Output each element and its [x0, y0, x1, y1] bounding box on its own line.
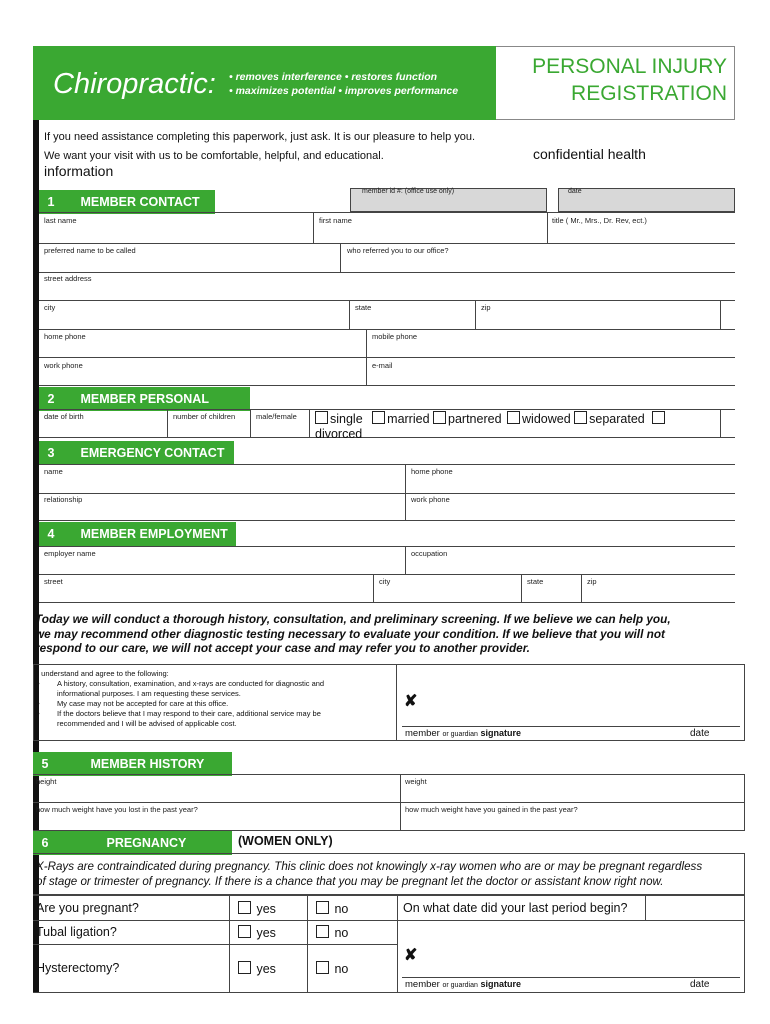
- tubal-no: [316, 925, 348, 940]
- section-6-header: [33, 831, 232, 855]
- date-label: date: [568, 188, 582, 195]
- last-period-question: On what date did your last period begin?: [403, 901, 628, 915]
- notice-line-2: we may recommend other diagnostic testing necessary to evaluate your condition. If we believe that you will not: [35, 626, 665, 641]
- weight-gained-field[interactable]: how much weight have you gained in the past year?: [405, 805, 578, 814]
- hysterectomy-yes-label: yes: [256, 962, 276, 976]
- zip-field[interactable]: zip: [481, 303, 491, 312]
- confidential-label: confidential health: [533, 146, 646, 162]
- pregnant-no: [316, 901, 348, 916]
- divorced-checkbox[interactable]: [652, 411, 665, 424]
- pregnant-yes-checkbox[interactable]: [238, 901, 251, 914]
- pregnancy-signature-caption: [405, 979, 521, 990]
- first-name-field[interactable]: first name: [319, 216, 352, 225]
- form-title-1: PERSONAL INJURY: [532, 55, 727, 78]
- hysterectomy-no-label: no: [334, 962, 349, 976]
- divorced-label: divorced: [315, 427, 363, 441]
- pregnancy-member-word: member: [405, 979, 440, 990]
- weight-lost-field[interactable]: how much weight have you lost in the past year?: [36, 805, 198, 814]
- home-phone-field[interactable]: home phone: [44, 332, 86, 341]
- work-phone-field[interactable]: work phone: [44, 361, 83, 370]
- hysterectomy-yes-checkbox[interactable]: [238, 961, 251, 974]
- tubal-no-checkbox[interactable]: [316, 925, 329, 938]
- pregnant-yes: [238, 901, 276, 916]
- section-1-grid: [39, 212, 735, 386]
- intro-line-1: If you need assistance completing this paperwork, just ask. It is our pleasure to help you.: [44, 131, 476, 143]
- notice-line-3: respond to our care, we will not accept your case and may refer you to another provider.: [35, 641, 530, 655]
- state-field[interactable]: state: [355, 303, 372, 312]
- section-1-header: [39, 190, 215, 214]
- pregnant-no-label: no: [334, 902, 349, 916]
- q-pregnant-label: Are you pregnant?: [36, 901, 139, 915]
- marital-status-options: [315, 411, 715, 442]
- separated-label: separated: [589, 412, 645, 426]
- or-guardian-word: or guardian: [442, 731, 478, 738]
- title-field[interactable]: title ( Mr., Mrs., Dr. Rev, ect.): [552, 216, 647, 225]
- emergency-name-field[interactable]: name: [44, 467, 63, 476]
- employer-state-field[interactable]: state: [527, 577, 544, 586]
- notice-text: [35, 612, 671, 656]
- single-label: single: [330, 412, 363, 426]
- signature-x-icon: ✘: [404, 693, 418, 710]
- section-1-title: MEMBER CONTACT: [80, 195, 200, 209]
- last-name-field[interactable]: last name: [44, 216, 77, 225]
- tubal-yes-checkbox[interactable]: [238, 925, 251, 938]
- notice-line-1: Today we will conduct a thorough history, consultation, and preliminary screening. If we believe we can help you,: [35, 612, 671, 626]
- emergency-work-phone-field[interactable]: work phone: [411, 495, 450, 504]
- q-tubal-label: Tubal ligation?: [36, 925, 117, 939]
- married-label: married: [387, 412, 430, 426]
- member-word: member: [405, 728, 440, 739]
- section-3-title: EMERGENCY CONTACT: [80, 446, 225, 460]
- section-2-header: [39, 387, 250, 411]
- agreement-bullet-1b: informational purposes. I am requesting these services.: [57, 689, 241, 698]
- header-bullets-2: • maximizes potential • improves performance: [229, 85, 459, 97]
- section-2-title: MEMBER PERSONAL: [80, 392, 209, 406]
- mobile-phone-field[interactable]: mobile phone: [372, 332, 418, 341]
- form-title-2: REGISTRATION: [571, 82, 727, 105]
- agreement-terms: I understand and agree to the following: • A history, consultation, examination, and x-rays are conducted for diagnostic and informational purposes. I am requesting these services. • My case may not be accepted for care at this office. • If the doctors believe that I may respond to their care, additional service may be recommended and I will be advised of applicable cost.: [37, 669, 392, 729]
- section-5-title: MEMBER HISTORY: [90, 757, 205, 771]
- section-1-number: 1: [47, 195, 55, 209]
- partnered-label: partnered: [448, 412, 502, 426]
- section-5-header: [33, 752, 232, 776]
- employer-street-field[interactable]: street: [44, 577, 63, 586]
- email-field[interactable]: e-mail: [372, 361, 393, 370]
- pregnant-no-checkbox[interactable]: [316, 901, 329, 914]
- separated-checkbox[interactable]: [574, 411, 587, 424]
- pregnancy-signature-word: signature: [480, 979, 522, 989]
- emergency-relationship-field[interactable]: relationship: [44, 495, 83, 504]
- section-6-title: PREGNANCY: [106, 836, 187, 850]
- sex-field[interactable]: male/female: [256, 412, 297, 421]
- section-6-number: 6: [41, 836, 49, 850]
- header-bullets-1: • removes interference • restores function: [229, 71, 438, 83]
- signature-caption: [405, 728, 521, 739]
- tubal-no-label: no: [334, 926, 349, 940]
- children-field[interactable]: number of children: [173, 412, 236, 421]
- pregnancy-warning-1: X-Rays are contraindicated during pregnancy. This clinic does not knowingly x-ray women who are or may be pregnant regardless: [36, 860, 703, 873]
- pregnancy-signature-line[interactable]: [402, 977, 740, 978]
- hysterectomy-yes: [238, 961, 276, 976]
- pregnancy-signature-x-icon: ✘: [404, 947, 418, 964]
- weight-field[interactable]: weight: [405, 777, 427, 786]
- information-label: information: [44, 163, 114, 179]
- employer-zip-field[interactable]: zip: [587, 577, 597, 586]
- street-address-field[interactable]: street address: [44, 274, 92, 283]
- pregnancy-or-guardian-word: or guardian: [442, 982, 478, 989]
- signature-date-label: date: [690, 728, 710, 739]
- agreement-bullet-1a: A history, consultation, examination, and x-rays are conducted for diagnostic and: [57, 679, 325, 688]
- section-4-title: MEMBER EMPLOYMENT: [80, 527, 228, 541]
- married-checkbox[interactable]: [372, 411, 385, 424]
- women-only-label: (WOMEN ONLY): [238, 834, 333, 848]
- section-5-number: 5: [41, 757, 49, 771]
- section-3-number: 3: [47, 446, 55, 460]
- hysterectomy-no-checkbox[interactable]: [316, 961, 329, 974]
- preferred-name-field[interactable]: preferred name to be called: [44, 246, 136, 255]
- partnered-checkbox[interactable]: [433, 411, 446, 424]
- section-4-number: 4: [47, 527, 55, 541]
- single-checkbox[interactable]: [315, 411, 328, 424]
- employer-city-field[interactable]: city: [379, 577, 391, 586]
- section-4-header: [39, 522, 236, 546]
- city-field[interactable]: city: [44, 303, 56, 312]
- last-period-answer[interactable]: [646, 896, 744, 919]
- brand-title: Chiropractic:: [53, 68, 216, 100]
- agreement-intro: I understand and agree to the following:: [37, 669, 169, 678]
- pregnancy-warning: [36, 860, 702, 889]
- pregnancy-warning-2: of stage or trimester of pregnancy. If there is a chance that you may be pregnant let the doctor or assistant know right now.: [36, 874, 664, 888]
- agreement-bullet-2: My case may not be accepted for care at this office.: [57, 699, 229, 708]
- employer-name-field[interactable]: employer name: [44, 549, 96, 558]
- widowed-label: widowed: [522, 412, 571, 426]
- emergency-home-phone-field[interactable]: home phone: [411, 467, 453, 476]
- occupation-field[interactable]: occupation: [411, 549, 448, 558]
- agreement-bullet-3a: If the doctors believe that I may respond to their care, additional service may be: [57, 709, 321, 718]
- pregnancy-date-label: date: [690, 979, 710, 990]
- referred-by-field[interactable]: who referred you to our office?: [347, 246, 449, 255]
- section-2-number: 2: [47, 392, 55, 406]
- date-field[interactable]: [558, 188, 735, 212]
- widowed-checkbox[interactable]: [507, 411, 520, 424]
- agreement-bullet-3b: recommended and I will be advised of applicable cost.: [57, 719, 237, 728]
- intro-line-2: We want your visit with us to be comfortable, helpful, and educational.: [44, 150, 384, 162]
- dob-field[interactable]: date of birth: [44, 412, 84, 421]
- pregnant-yes-label: yes: [256, 902, 276, 916]
- tubal-yes: [238, 925, 276, 940]
- section-3-header: [39, 441, 234, 465]
- height-field[interactable]: height: [36, 777, 57, 786]
- signature-word: signature: [480, 728, 522, 738]
- member-id-label: member id #: (office use only): [362, 188, 455, 195]
- hysterectomy-no: [316, 961, 348, 976]
- signature-line[interactable]: [402, 726, 740, 727]
- tubal-yes-label: yes: [256, 926, 276, 940]
- q-hysterectomy-label: Hysterectomy?: [36, 961, 120, 975]
